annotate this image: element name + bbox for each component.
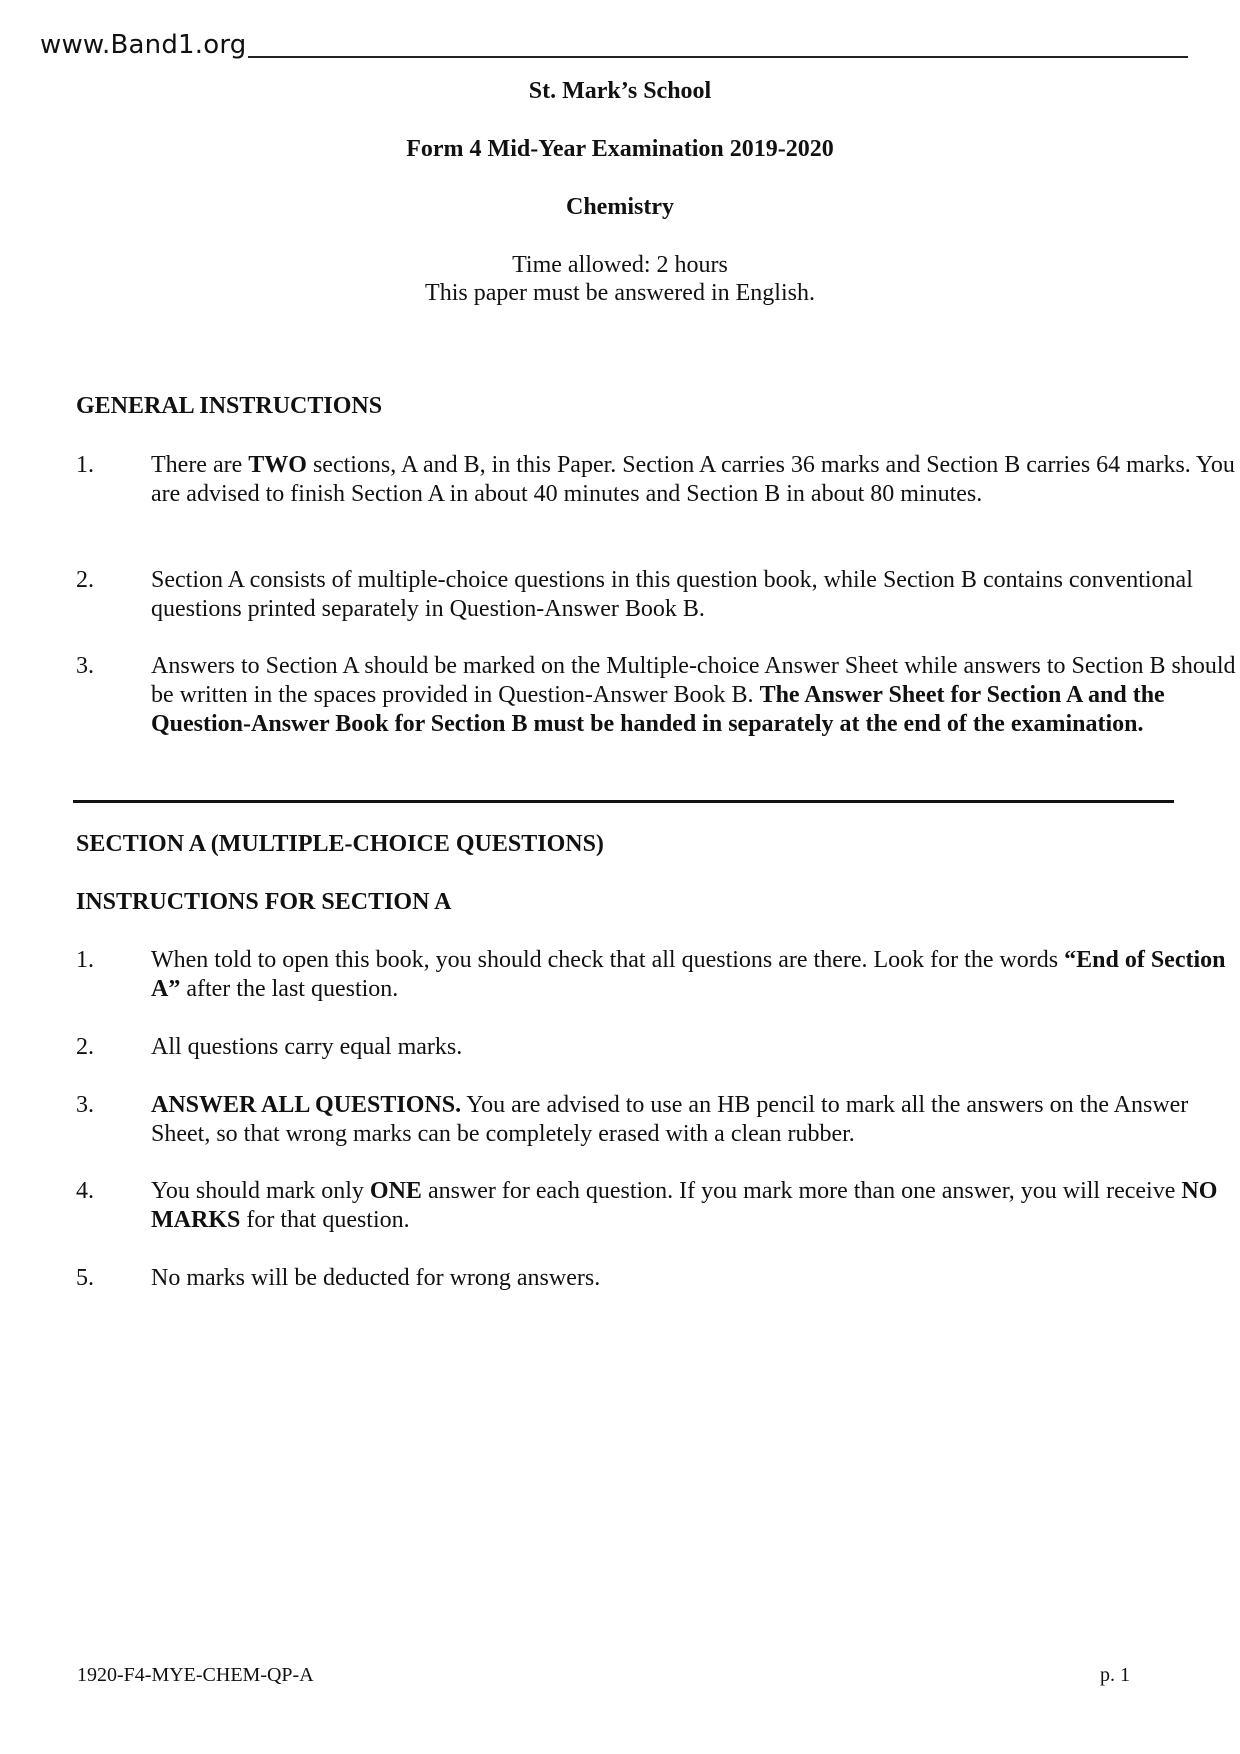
instruction-text-part: All questions carry equal marks. <box>151 1034 463 1060</box>
paper-code: 1920-F4-MYE-CHEM-QP-A <box>77 1664 314 1686</box>
section-a-instructions-heading: INSTRUCTIONS FOR SECTION A <box>76 889 452 915</box>
header-rule <box>248 56 1188 58</box>
instruction-text-part: Section A consists of multiple-choice questions in this question book, while Section B contains conventional questions printed separately in Question-Answer Book B. <box>151 567 1193 622</box>
instruction-text-part: answer for each question. If you mark more than one answer, you will receive <box>421 1178 1182 1204</box>
instruction-text <box>151 566 1240 624</box>
instruction-text <box>151 1264 1240 1293</box>
instruction-emphasis: “End of Section A” <box>151 947 1226 1002</box>
page-number: p. 1 <box>1100 1664 1130 1686</box>
instruction-text-part: after the last question. <box>180 976 399 1002</box>
instruction-text <box>151 1033 1240 1062</box>
instruction-emphasis: The Answer Sheet for Section A and the Question-Answer Book for Section B must be handed in separately at the end of the examination. <box>151 682 1165 737</box>
time-allowed: Time allowed: 2 hours <box>512 252 728 278</box>
general-instructions-heading: GENERAL INSTRUCTIONS <box>76 393 383 419</box>
instruction-number: 1. <box>76 452 94 478</box>
instruction-text-part: You should mark only <box>151 1178 370 1204</box>
instruction-emphasis: TWO <box>248 452 307 478</box>
instruction-text-part: for that question. <box>240 1207 410 1233</box>
instruction-emphasis: NO MARKS <box>151 1178 1218 1233</box>
instruction-number: 4. <box>76 1178 94 1204</box>
section-divider <box>73 800 1174 803</box>
instruction-text <box>151 652 1240 739</box>
instruction-emphasis: ONE <box>369 1178 422 1204</box>
instruction-number: 3. <box>76 1092 94 1118</box>
subject-title: Chemistry <box>566 194 674 220</box>
instruction-text <box>151 451 1240 509</box>
instruction-emphasis: ANSWER ALL QUESTIONS. <box>151 1092 462 1118</box>
instruction-number: 2. <box>76 567 94 593</box>
instruction-text <box>151 1091 1240 1149</box>
instruction-number: 5. <box>76 1265 94 1291</box>
instruction-text-part: No marks will be deducted for wrong answers. <box>151 1265 601 1291</box>
instruction-text-part: There are <box>151 452 249 478</box>
instruction-number: 2. <box>76 1034 94 1060</box>
exam-title: Form 4 Mid-Year Examination 2019-2020 <box>406 136 834 162</box>
instruction-text-part: Answers to Section A should be marked on the Multiple-choice Answer Sheet while answers to Section B should be written in the spaces provided in Question-Answer Book B. <box>151 653 1236 708</box>
instruction-number: 3. <box>76 653 94 679</box>
instruction-number: 1. <box>76 947 94 973</box>
instruction-text-part: sections, A and B, in this Paper. Section A carries 36 marks and Section B carries 64 marks. You are advised to finish Section A in about 40 minutes and Section B in about 80 minutes. <box>151 452 1235 507</box>
instruction-text <box>151 1177 1240 1235</box>
instruction-text-part: When told to open this book, you should check that all questions are there. Look for the words <box>151 947 1065 973</box>
section-a-heading: SECTION A (MULTIPLE-CHOICE QUESTIONS) <box>76 831 604 857</box>
website-watermark: www.Band1.org <box>40 30 247 60</box>
language-note: This paper must be answered in English. <box>425 280 815 306</box>
instruction-text <box>151 946 1240 1004</box>
school-name: St. Mark’s School <box>528 78 712 104</box>
instruction-text-part: You are advised to use an HB pencil to mark all the answers on the Answer Sheet, so that wrong marks can be completely erased with a clean rubber. <box>151 1092 1189 1147</box>
